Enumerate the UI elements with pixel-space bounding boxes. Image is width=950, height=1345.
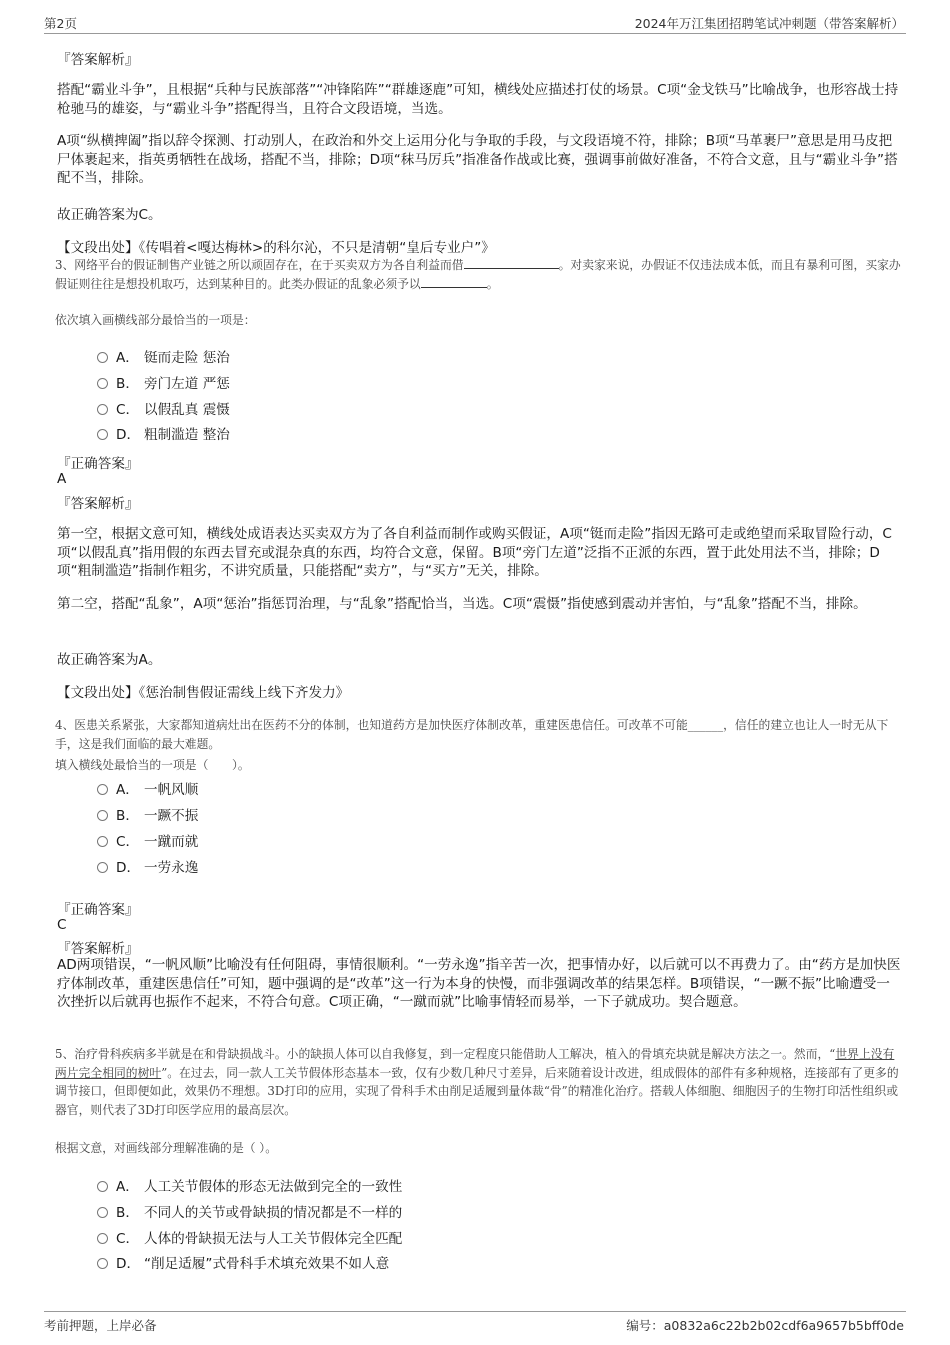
q4-analysis-label: 『答案解析』 bbox=[57, 941, 139, 957]
q2-conclusion: 故正确答案为C。 bbox=[57, 207, 162, 223]
radio-icon[interactable] bbox=[97, 1207, 108, 1218]
q3-prompt: 依次填入画横线部分最恰当的一项是： bbox=[55, 313, 256, 327]
footer-code-value: a0832a6c22b2b02cdf6a9657b5bff0de bbox=[663, 1318, 904, 1333]
radio-icon[interactable] bbox=[97, 1233, 108, 1244]
footer-code bbox=[626, 1316, 904, 1334]
radio-icon[interactable] bbox=[97, 352, 108, 363]
footer-code-label: 编号： bbox=[626, 1318, 664, 1333]
q3-option-a[interactable]: A． 铤而走险 惩治 bbox=[97, 346, 230, 366]
radio-icon[interactable] bbox=[97, 1181, 108, 1192]
q4-correct-answer: C bbox=[57, 917, 67, 933]
page-number: 第2页 bbox=[44, 16, 77, 31]
radio-icon[interactable] bbox=[97, 836, 108, 847]
q5-stem: 5、治疗骨科疾病多半就是在和骨缺损战斗。小的缺损人体可以自我修复，到一定程度只能借助人工解决，植入的骨填充块就是解决方法之一。然而，“世界上没有两片完全相同的树叶”。在过去，同一款人工关节假体形态基本一致，仅有少数几种尺寸差异，后来随着设计改进，组成假体的部件有多种规格，连接部有了更多的调节接口，但即便如此，效果仍不理想。3D打印的应用，实现了骨科手术由削足适履到量体裁“骨”的精准化治疗。搭载人体细胞、细胞因子的生物打印活性组织或器官，则代表了3D打印医学应用的最高层次。 bbox=[55, 1047, 899, 1117]
q5-option-c[interactable]: C． 人体的骨缺损无法与人工关节假体完全匹配 bbox=[97, 1227, 402, 1247]
radio-icon[interactable] bbox=[97, 1258, 108, 1269]
footer-slogan: 考前押题，上岸必备 bbox=[44, 1318, 157, 1333]
q5-option-b[interactable]: B． 不同人的关节或骨缺损的情况都是不一样的 bbox=[97, 1201, 402, 1221]
q4-option-d[interactable]: D． 一劳永逸 bbox=[97, 856, 198, 876]
q4-correct-label: 『正确答案』 bbox=[57, 902, 139, 918]
radio-icon[interactable] bbox=[97, 810, 108, 821]
q3-option-c[interactable]: C． 以假乱真 震慑 bbox=[97, 398, 230, 418]
q3-option-b[interactable]: B． 旁门左道 严惩 bbox=[97, 372, 230, 392]
q3-stem: 3、网络平台的假证制售产业链之所以顽固存在，在于买卖双方为各自利益而借 。对卖家来说，办假证不仅违法成本低，而且有暴利可图，买家办假证则往往是想投机取巧，达到某种目的。此类办假证的乱象必须予以 。 bbox=[55, 258, 901, 291]
q5-underlined-phrase: 世界上没有两片完全相同的树叶 bbox=[55, 1047, 895, 1080]
q2-source: 【文段出处】《传唱着<嘎达梅林>的科尔沁，不只是清朝“皇后专业户”》 bbox=[57, 240, 495, 256]
q2-analysis-label: 『答案解析』 bbox=[57, 52, 139, 68]
q4-option-a[interactable]: A． 一帆风顺 bbox=[97, 778, 198, 798]
q3-option-d[interactable]: D． 粗制滥造 整治 bbox=[97, 423, 230, 443]
q4-option-c[interactable]: C． 一蹴而就 bbox=[97, 830, 198, 850]
q5-prompt: 根据文意，对画线部分理解准确的是（ ）。 bbox=[55, 1141, 277, 1155]
q3-source: 【文段出处】《惩治制售假证需线上线下齐发力》 bbox=[57, 685, 350, 701]
q5-option-a[interactable]: A． 人工关节假体的形态无法做到完全的一致性 bbox=[97, 1175, 402, 1195]
q4-prompt: 填入横线处最恰当的一项是（ ）。 bbox=[55, 758, 250, 772]
q3-analysis-label: 『答案解析』 bbox=[57, 496, 139, 512]
radio-icon[interactable] bbox=[97, 404, 108, 415]
q3-correct-answer: A bbox=[57, 471, 67, 487]
header-divider bbox=[44, 33, 906, 34]
q2-analysis-para1: 搭配“霸业斗争”，且根据“兵种与民族部落”“冲锋陷阵”“群雄逐鹿”可知，横线处应描述打仗的场景。C项“金戈铁马”比喻战争，也形容战士持枪驰马的雄姿，与“霸业斗争”搭配得当，且符合文段语境，当选。 bbox=[57, 82, 899, 117]
q3-analysis-para1: 第一空，根据文意可知，横线处成语表达买卖双方为了各自利益而制作或购买假证，A项“铤而走险”指因无路可走或绝望而采取冒险行动，C项“以假乱真”指用假的东西去冒充或混杂真的东西，均符合文意，保留。B项“旁门左道”泛指不正派的东西，置于此处用法不当，排除；D项“粗制滥造”指制作粗劣，不讲究质量，只能搭配“卖方”，与“买方”无关，排除。 bbox=[57, 526, 892, 580]
radio-icon[interactable] bbox=[97, 784, 108, 795]
radio-icon[interactable] bbox=[97, 378, 108, 389]
q3-blank-1 bbox=[464, 257, 559, 269]
q4-stem: 4、医患关系紧张，大家都知道病灶出在医药不分的体制，也知道药方是加快医疗体制改革，重建医患信任。可改革不可能______，信任的建立也让人一时无从下手，这是我们面临的最大难题。 bbox=[55, 718, 889, 751]
q4-option-b[interactable]: B． 一蹶不振 bbox=[97, 804, 198, 824]
radio-icon[interactable] bbox=[97, 429, 108, 440]
q4-analysis-para1: AD两项错误，“一帆风顺”比喻没有任何阻碍，事情很顺利。“一劳永逸”指辛苦一次，把事情办好，以后就可以不再费力了。由“药方是加快医疗体制改革，重建医患信任”可知，题中强调的是“改革”这一行为本身的快慢，而非强调改革的结果怎样。B项错误，“一蹶不振”比喻遭受一次挫折以后就再也振作不起来，不符合句意。C项正确，“一蹴而就”比喻事情轻而易举，一下子就成功。契合题意。 bbox=[57, 957, 901, 1011]
footer-divider bbox=[44, 1311, 906, 1312]
document-title: 2024年万江集团招聘笔试冲刺题（带答案解析） bbox=[634, 16, 904, 31]
q3-analysis-para2: 第二空，搭配“乱象”，A项“惩治”指惩罚治理，与“乱象”搭配恰当，当选。C项“震慑”指使感到震动并害怕，与“乱象”搭配不当，排除。 bbox=[57, 596, 867, 612]
q5-option-d[interactable]: D． “削足适履”式骨科手术填充效果不如人意 bbox=[97, 1252, 389, 1272]
radio-icon[interactable] bbox=[97, 862, 108, 873]
q2-analysis-para2: A项“纵横捭阖”指以辞令探测、打动别人，在政治和外交上运用分化与争取的手段，与文段语境不符，排除；B项“马革裹尸”意思是用马皮把尸体裹起来，指英勇牺牲在战场，搭配不当，排除；D项“秣马厉兵”指准备作战或比赛，强调事前做好准备，不符合文意，且与“霸业斗争”搭配不当，排除。 bbox=[57, 133, 898, 187]
q3-correct-label: 『正确答案』 bbox=[57, 456, 139, 472]
q3-blank-2 bbox=[421, 276, 487, 288]
q3-conclusion: 故正确答案为A。 bbox=[57, 652, 162, 668]
